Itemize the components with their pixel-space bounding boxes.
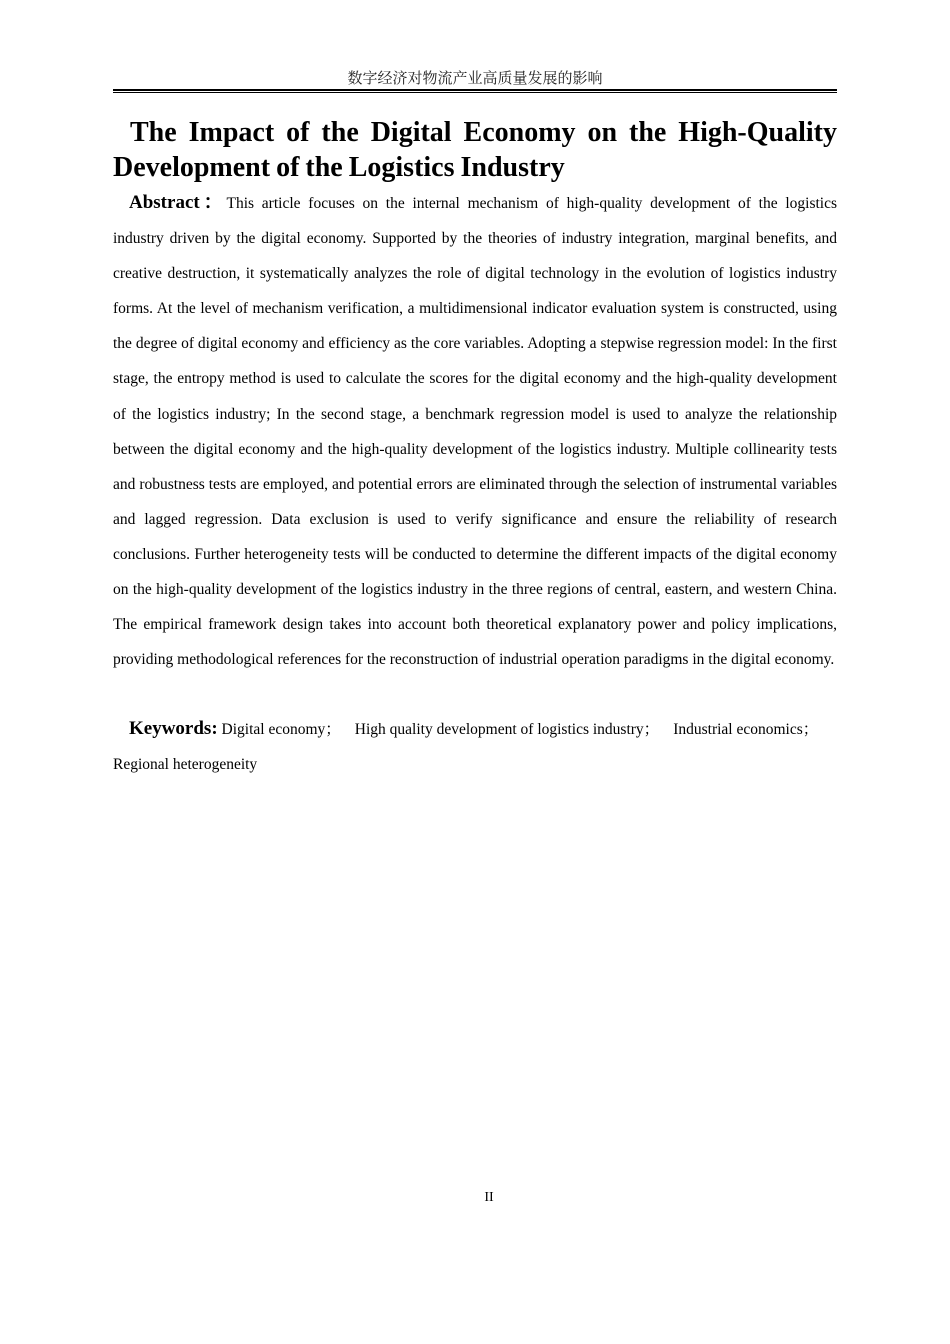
- keyword-item: Industrial economics: [673, 721, 803, 738]
- abstract-paragraph: [113, 185, 837, 677]
- keyword-separator: ；: [802, 721, 819, 738]
- header-rule: [113, 89, 837, 93]
- keywords-label: Keywords:: [129, 718, 218, 739]
- running-header: 数字经济对物流产业高质量发展的影响: [347, 69, 603, 87]
- keywords-paragraph: [113, 711, 837, 782]
- page-number: II: [484, 1190, 494, 1205]
- abstract-label: Abstract：: [129, 192, 227, 213]
- keyword-item: Regional heterogeneity: [113, 756, 258, 773]
- keyword-item: Digital economy: [221, 721, 326, 738]
- abstract-text: This article focuses on the internal mechanism of high-quality development of the logistics industry driven by the digital economy. Supported by the theories of industry integration, marginal benefits, and creative destruction, it systematically analyzes the role of digital technology in the evolution of logistics industry forms. At the level of mechanism verification, a multidimensional indicator evaluation system is constructed, using the degree of digital economy and efficiency as the core variables. Adopting a stepwise regression model: In the first stage, the entropy method is used to calculate the scores for the digital economy and the high-quality development of the logistics industry; In the second stage, a benchmark regression model is used to analyze the relationship between the digital economy and the high-quality development of the logistics industry. Multiple collinearity tests and robustness tests are employed, and potential errors are eliminated through the selection of instrumental variables and lagged regression. Data exclusion is used to verify significance and ensure the reliability of research conclusions. Further heterogeneity tests will be conducted to determine the different impacts of the digital economy on the high-quality development of the logistics industry in the three regions of central, eastern, and western China. The empirical framework design takes into account both theoretical explanatory power and policy implications, providing methodological references for the reconstruction of industrial operation paradigms in the digital economy.: [113, 195, 837, 669]
- keyword-separator: ；: [325, 721, 341, 738]
- keyword-separator: ；: [643, 721, 660, 738]
- paper-title: The Impact of the Digital Economy on the High-Quality Development of the Logistics Industry: [113, 117, 837, 183]
- keyword-item: High quality development of logistics industry: [354, 721, 644, 738]
